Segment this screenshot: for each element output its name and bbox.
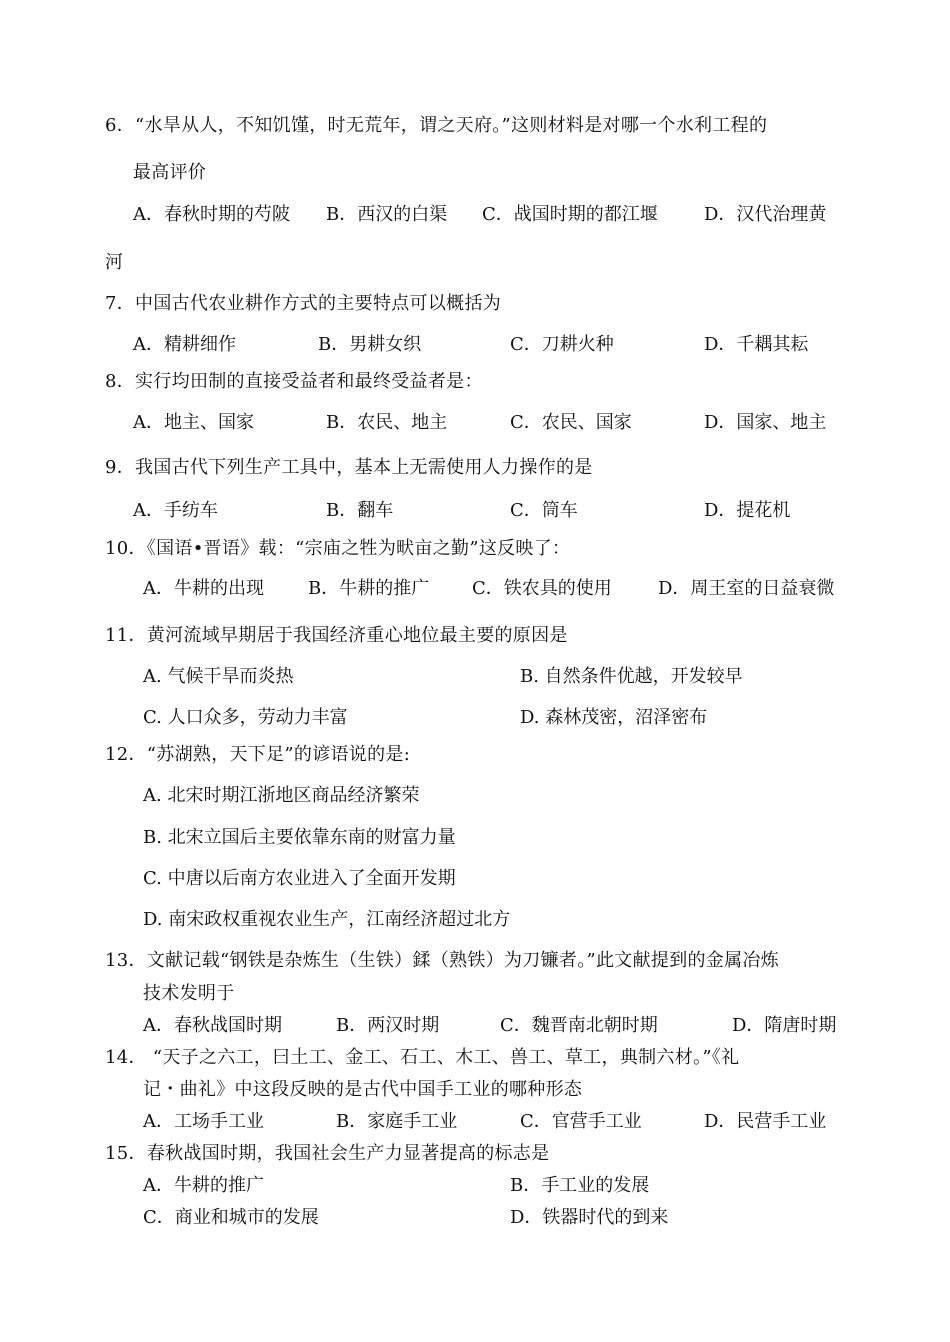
question-8-option-d: D．国家、地主 bbox=[704, 412, 827, 433]
question-12-option-d: D. 南宋政权重视农业生产，江南经济超过北方 bbox=[143, 909, 511, 930]
question-12-stem: 12．“苏湖熟，天下足”的谚语说的是: bbox=[105, 744, 411, 765]
question-9-option-b: B．翻车 bbox=[326, 500, 394, 521]
question-12-option-a: A. 北宋时期江浙地区商品经济繁荣 bbox=[143, 785, 420, 806]
question-9-option-d: D．提花机 bbox=[704, 500, 791, 521]
question-6-option-a: A．春秋时期的芍陂 bbox=[133, 204, 290, 225]
question-12-option-b: B. 北宋立国后主要依靠东南的财富力量 bbox=[143, 827, 456, 848]
question-6-stem-line-2: 最高评价 bbox=[133, 162, 207, 183]
question-9-option-c: C．筒车 bbox=[510, 500, 578, 521]
question-6-stem-line-1: 6．“水旱从人，不知饥馑，时无荒年，谓之天府。”这则材料是对哪一个水利工程的 bbox=[105, 115, 768, 136]
question-8-stem: 8．实行均田制的直接受益者和最终受益者是： bbox=[105, 371, 483, 392]
question-15-option-c: C．商业和城市的发展 bbox=[143, 1207, 319, 1228]
question-13-option-b: B．两汉时期 bbox=[336, 1015, 440, 1036]
question-9-option-a: A．手纺车 bbox=[133, 500, 218, 521]
question-8-option-b: B．农民、地主 bbox=[326, 412, 448, 433]
question-12-option-c: C. 中唐以后南方农业进入了全面开发期 bbox=[143, 868, 456, 889]
question-10-stem: 10．《国语•晋语》载：“宗庙之牲为畎亩之勤”这反映了： bbox=[105, 538, 571, 559]
question-8-option-c: C．农民、国家 bbox=[510, 412, 632, 433]
question-7-option-b: B．男耕女织 bbox=[318, 334, 422, 355]
question-10-option-a: A．牛耕的出现 bbox=[143, 578, 264, 599]
question-7-option-d: D．千耦其耘 bbox=[704, 334, 809, 355]
question-13-stem-line-1: 13．文献记载“钢铁是杂炼生（生铁）鍒（熟铁）为刀镰者。”此文献提到的金属冶炼 bbox=[105, 950, 780, 971]
question-13-option-c: C．魏晋南北朝时期 bbox=[500, 1015, 658, 1036]
question-15-stem: 15．春秋战国时期，我国社会生产力显著提高的标志是 bbox=[105, 1143, 550, 1164]
question-14-stem-line-2: 记・曲礼》中这段反映的是古代中国手工业的哪种形态 bbox=[143, 1079, 583, 1100]
question-7-option-c: C．刀耕火种 bbox=[510, 334, 614, 355]
question-11-option-c: C. 人口众多，劳动力丰富 bbox=[143, 707, 348, 728]
question-11-option-b: B. 自然条件优越，开发较早 bbox=[520, 666, 743, 687]
question-13-option-a: A．春秋战国时期 bbox=[143, 1015, 282, 1036]
question-15-option-b: B．手工业的发展 bbox=[510, 1175, 650, 1196]
question-6-option-c: C．战国时期的都江堰 bbox=[482, 204, 658, 225]
question-13-option-d: D．隋唐时期 bbox=[732, 1015, 837, 1036]
question-15-option-a: A．牛耕的推广 bbox=[143, 1175, 264, 1196]
question-11-option-d: D. 森林茂密，沼泽密布 bbox=[520, 707, 708, 728]
question-7-stem: 7．中国古代农业耕作方式的主要特点可以概括为 bbox=[105, 293, 502, 314]
question-11-stem: 11．黄河流域早期居于我国经济重心地位最主要的原因是 bbox=[105, 625, 568, 646]
question-14-option-a: A．工场手工业 bbox=[143, 1111, 264, 1132]
question-14-option-c: C．官营手工业 bbox=[520, 1111, 642, 1132]
question-6-option-b: B．西汉的白渠 bbox=[326, 204, 448, 225]
question-10-option-b: B．牛耕的推广 bbox=[308, 578, 430, 599]
question-11-option-a: A. 气候干旱而炎热 bbox=[143, 666, 294, 687]
question-15-option-d: D．铁器时代的到来 bbox=[510, 1207, 669, 1228]
question-6-option-d: D．汉代治理黄 bbox=[704, 204, 827, 225]
question-14-option-d: D．民营手工业 bbox=[704, 1111, 827, 1132]
question-10-option-c: C．铁农具的使用 bbox=[472, 578, 612, 599]
question-9-stem: 9．我国古代下列生产工具中，基本上无需使用人力操作的是 bbox=[105, 457, 593, 478]
question-14-stem-line-1: 14． “天子之六工，曰土工、金工、石工、木工、兽工、草工，典制六材。”《礼 bbox=[105, 1047, 740, 1068]
question-13-stem-line-2: 技术发明于 bbox=[143, 983, 235, 1004]
question-8-option-a: A．地主、国家 bbox=[133, 412, 254, 433]
question-10-option-d: D．周王室的日益衰微 bbox=[658, 578, 835, 599]
question-14-option-b: B．家庭手工业 bbox=[336, 1111, 458, 1132]
question-7-option-a: A．精耕细作 bbox=[133, 334, 236, 355]
question-6-option-d-overflow: 河 bbox=[105, 252, 124, 273]
